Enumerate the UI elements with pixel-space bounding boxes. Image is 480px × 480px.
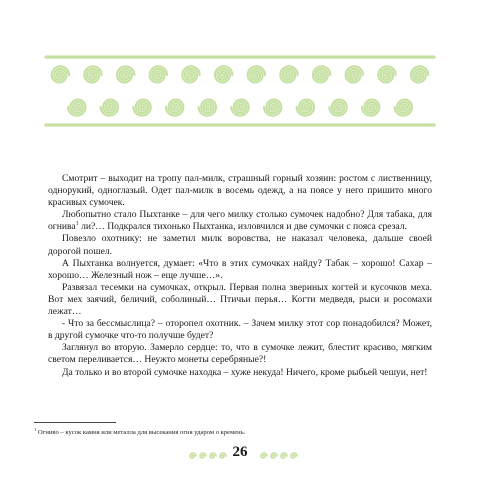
spiral-ornament-band — [44, 53, 436, 129]
footnote-divider — [34, 422, 116, 423]
paragraph-3: Повезло охотнику: не заметил милк воровства, не наказал человека, дальше своей дорогой пошел. — [48, 233, 432, 257]
paragraph-8: Да только и во второй сумочке находка – хуже некуда! Ничего, кроме рыбьей чешуи, нет! — [62, 366, 428, 378]
footnote-text: Огниво – кусок камня или металла для высекания огня ударом о кремень. — [36, 429, 246, 437]
story-text — [48, 173, 432, 379]
footnote-reference: 1 — [75, 221, 79, 228]
paragraph-7: Заглянул во вторую. Замерло сердце: то, что в сумочке лежит, блестит красиво, мягким светом переливается… Неужто монеты серебряные?! — [48, 342, 432, 366]
footnote-mark: 1 — [34, 427, 37, 432]
paragraph-5: Развязал тесемки на сумочках, открыл. Первая полна звериных когтей и кусочков меха. Вот мех заячий, беличий, соболиный… Птичьи перья… Когти медведя, рыси и росомахи лежат… — [48, 281, 432, 318]
paragraph-2: Любопытно стало Пыхтанке – для чего милку столько сумочек надобно? Для табака, для огнива$^1$ ли?… Подкрался тихонько Пыхтанка, изловчился и две сумочки с пояса срезал. — [48, 209, 432, 233]
spiral-ornament-small-right — [259, 451, 299, 461]
paragraph-6: - Что за бессмыслица? – оторопел охотник. – Зачем милку этот сор понадобился? Может, в другой сумочке что-то получше будет? — [48, 318, 432, 342]
page-footer — [0, 444, 480, 468]
page-number: 26 — [232, 444, 248, 460]
paragraph-4: А Пыхтанка волнуется, думает: «Что в этих сумочках найду? Табак – хорошо! Сахар – хорошо… Железный нож – еще лучше…». — [48, 257, 432, 281]
footnote — [34, 426, 454, 437]
paragraph-1: Смотрит – выходит на тропу пал-милк, страшный горный хозяин: ростом с лиственницу, однорукий, одноглазый. Одет пал-милк в восемь одежд, а на поясе у него пришито много красивых сумочек. — [48, 173, 432, 209]
